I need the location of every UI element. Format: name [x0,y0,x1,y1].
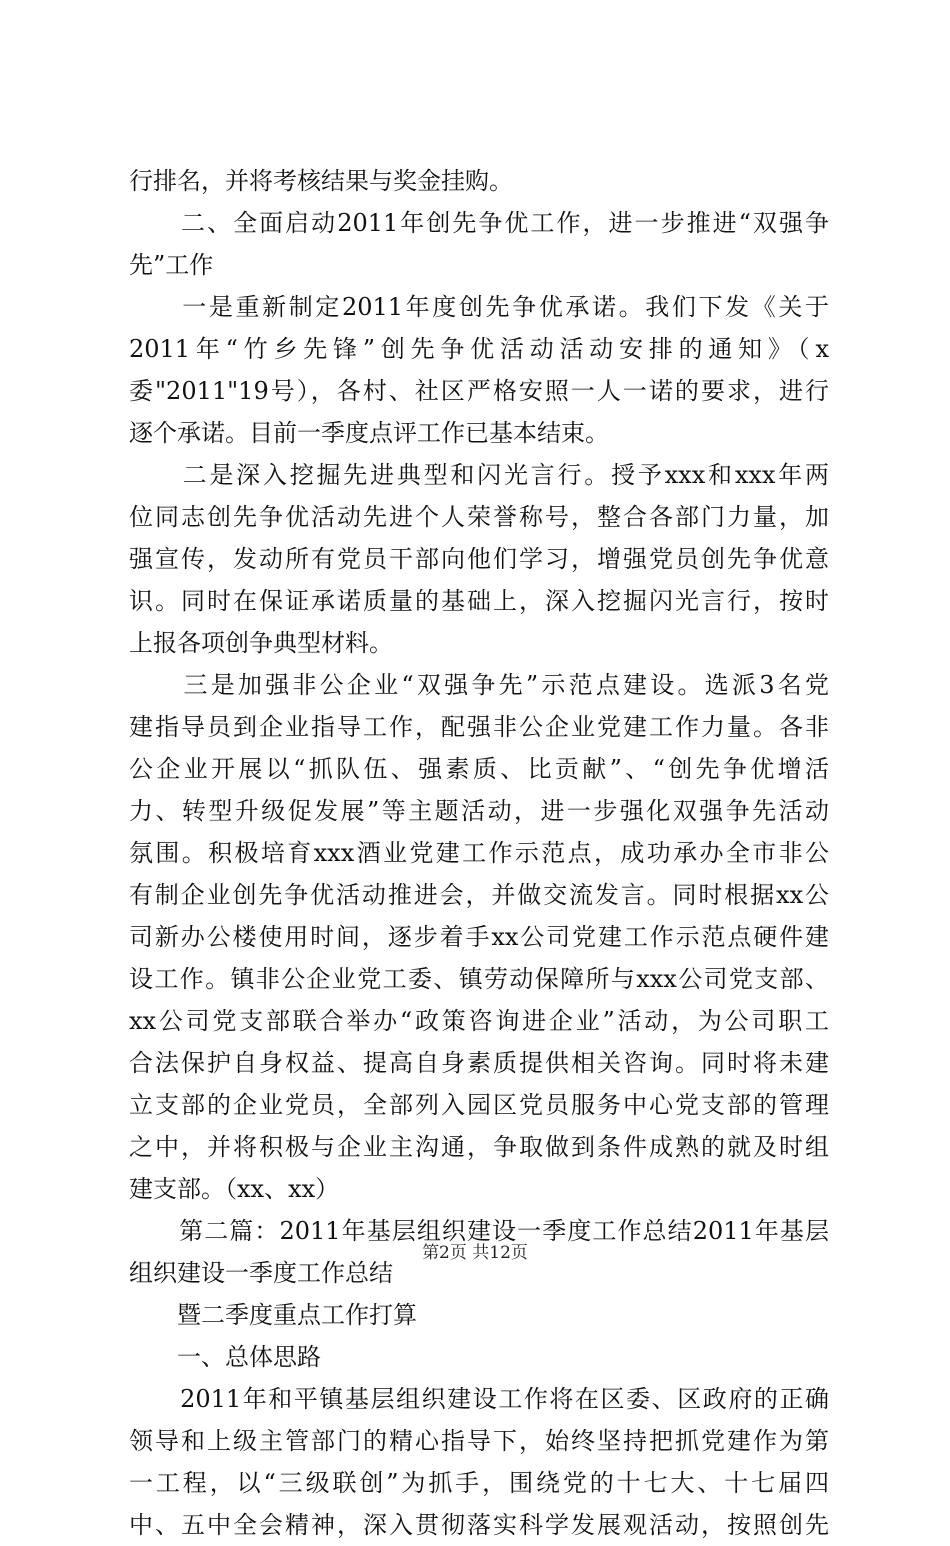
text-line: 有制企业创先争优活动推进会，并做交流发言。同时根据xx公 [129,881,829,909]
text-line: 组织建设一季度工作总结 [129,1259,393,1287]
page-footer: 第2页 共12页 [422,1243,528,1263]
text-line: 二、全面启动2011年创先争优工作，进一步推进“双强争 [129,209,829,237]
text-line: 建支部。（xx、xx） [129,1175,340,1203]
text-line: 一是重新制定2011年度创先争优承诺。我们下发《关于 [129,293,829,321]
document-body [129,160,829,1546]
text-line: 委"2011"19号），各村、社区严格安照一人一诺的要求，进行 [129,377,829,405]
text-line: 2011年“竹乡先锋”创先争优活动活动安排的通知》（x [129,335,829,363]
text-line: 行排名，并将考核结果与奖金挂购。 [129,167,513,195]
text-line: 位同志创先争优活动先进个人荣誉称号，整合各部门力量，加 [129,503,829,531]
text-line: 暨二季度重点工作打算 [129,1301,417,1329]
text-line: 第二篇：2011年基层组织建设一季度工作总结2011年基层 [129,1217,829,1245]
text-line: 公企业开展以“抓队伍、强素质、比贡献”、“创先争优增活 [129,755,829,783]
text-line: 建指导员到企业指导工作，配强非公企业党建工作力量。各非 [129,713,829,741]
text-line: 领导和上级主管部门的精心指导下，始终坚持把抓党建作为第 [129,1427,829,1455]
text-line: 2011年和平镇基层组织建设工作将在区委、区政府的正确 [129,1385,829,1413]
text-line: 司新办公楼使用时间，逐步着手xx公司党建工作示范点硬件建 [129,923,829,951]
text-line: 三是加强非公企业“双强争先”示范点建设。选派3名党 [129,671,829,699]
text-line: 识。同时在保证承诺质量的基础上，深入挖掘闪光言行，按时 [129,587,829,615]
text-line: 先”工作 [129,251,214,279]
text-line: 设工作。镇非公企业党工委、镇劳动保障所与xxx公司党支部、 [129,965,829,993]
text-line: 一、总体思路 [129,1343,321,1371]
text-line: 逐个承诺。目前一季度点评工作已基本结束。 [129,419,609,447]
text-line: 力、转型升级促发展”等主题活动，进一步强化双强争先活动 [129,797,829,825]
text-line: 上报各项创争典型材料。 [129,629,393,657]
text-line: 氛围。积极培育xxx酒业党建工作示范点，成功承办全市非公 [129,839,829,867]
text-line: 强宣传，发动所有党员干部向他们学习，增强党员创先争优意 [129,545,829,573]
text-line: 一工程，以“三级联创”为抓手，围绕党的十七大、十七届四 [129,1469,829,1497]
text-line: 二是深入挖掘先进典型和闪光言行。授予xxx和xxx年两 [129,461,829,489]
text-line: xx公司党支部联合举办“政策咨询进企业”活动，为公司职工 [129,1007,829,1035]
text-line: 合法保护自身权益、提高自身素质提供相关咨询。同时将未建 [129,1049,829,1077]
text-line: 中、五中全会精神，深入贯彻落实科学发展观活动，按照创先 [129,1511,829,1539]
text-line: 之中，并将积极与企业主沟通，争取做到条件成熟的就及时组 [129,1133,829,1161]
text-line: 立支部的企业党员，全部列入园区党员服务中心党支部的管理 [129,1091,829,1119]
